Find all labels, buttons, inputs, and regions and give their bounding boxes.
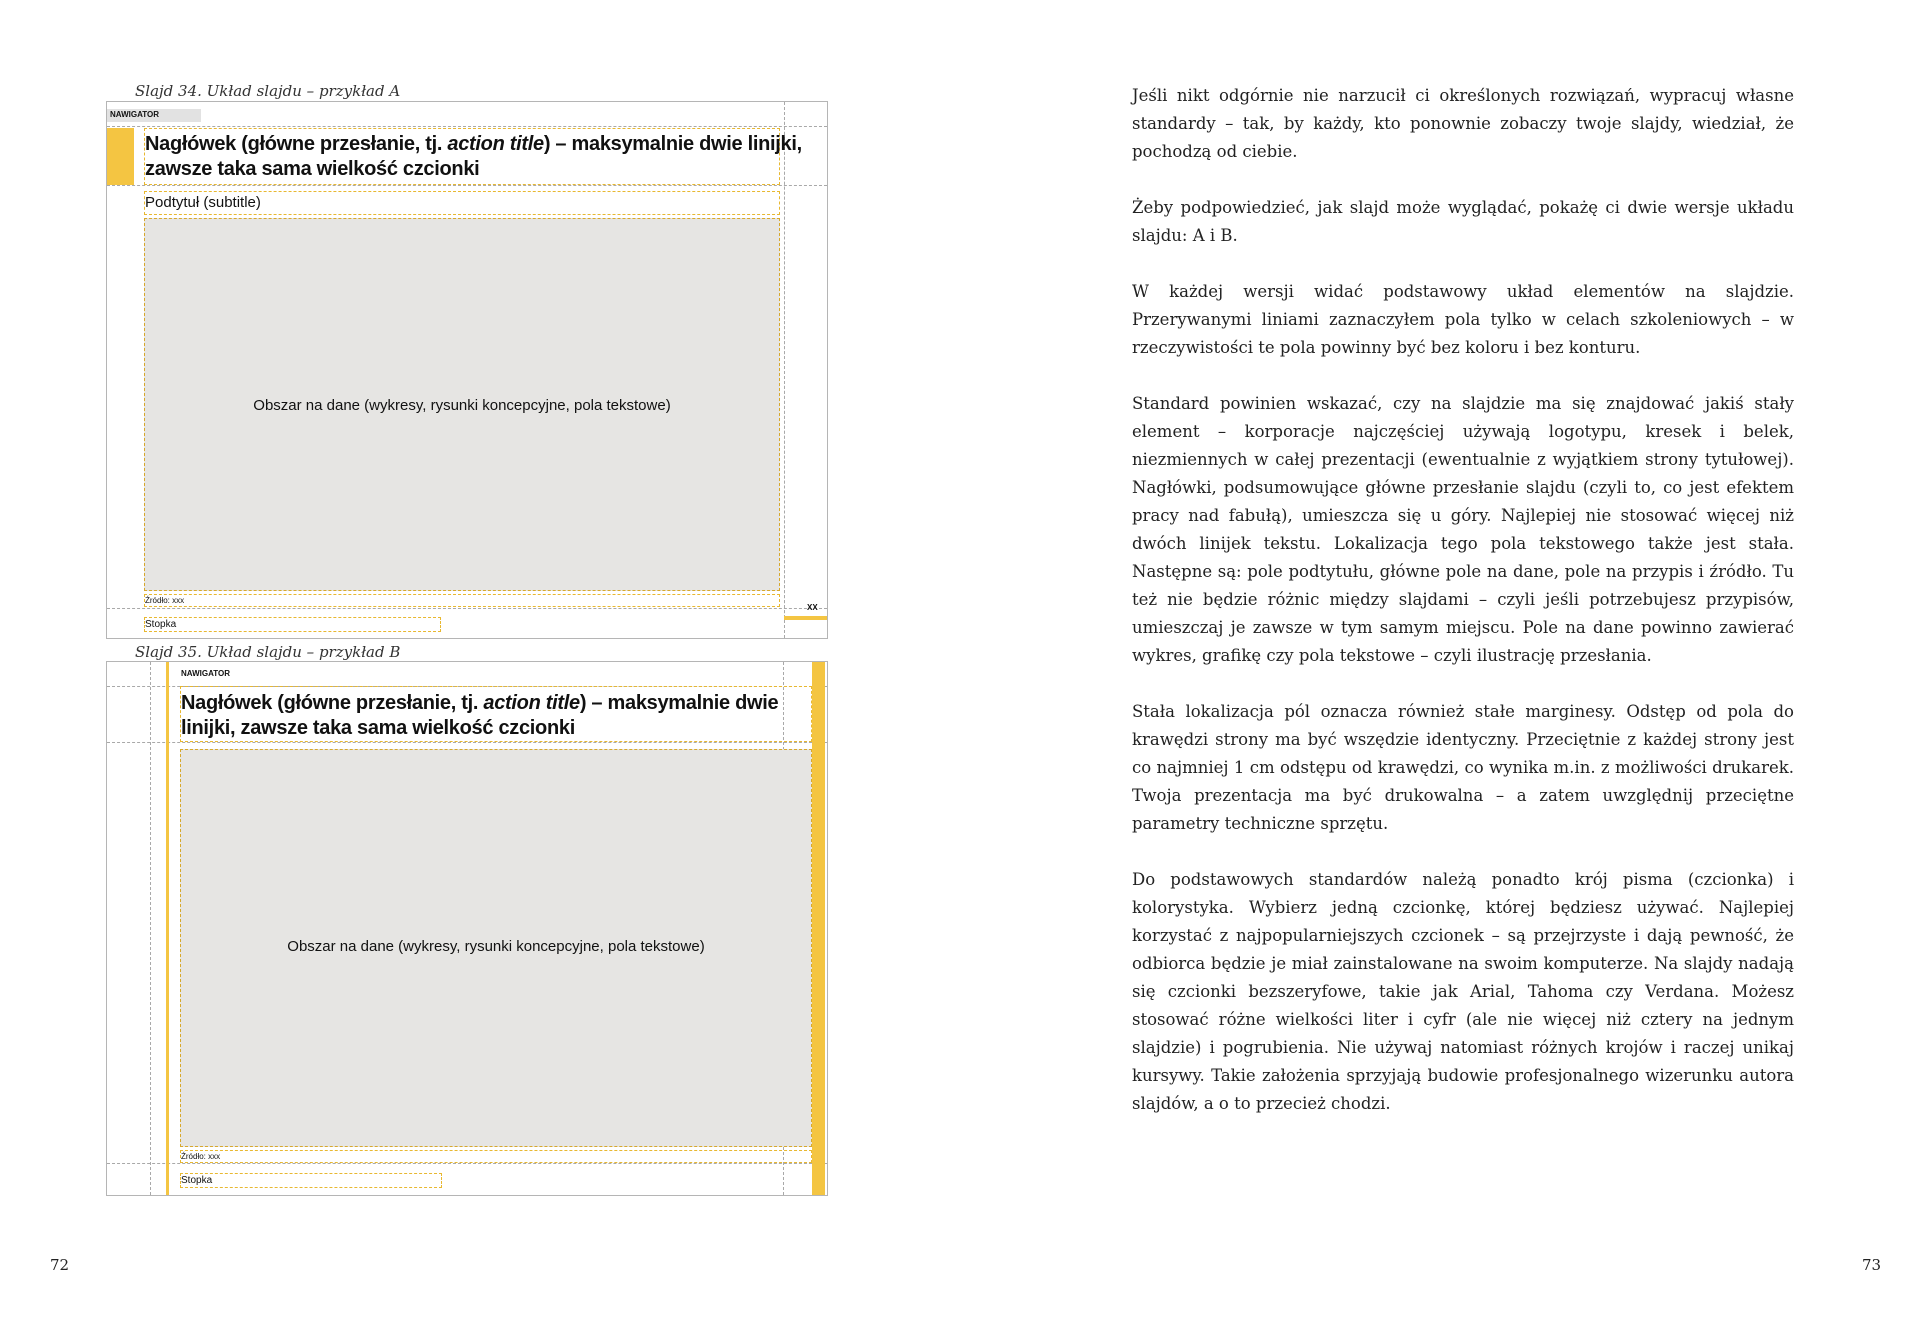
- slide35-layout: [106, 661, 828, 1196]
- data-area: [180, 749, 812, 1147]
- slide35-footer: Stopka: [181, 1175, 213, 1186]
- heading-box: [180, 686, 812, 742]
- paragraph: W każdej wersji widać podstawowy układ elementów na slajdzie. Przerywanymi liniami zaznaczyłem pola tylko w celach szkoleniowych – w rzeczywistości te pola powinny być bez koloru i bez konturu.: [1132, 282, 1794, 357]
- data-area-label: Obszar na dane (wykresy, rysunki koncepcyjne, pola tekstowe): [287, 938, 705, 955]
- paragraph: Do podstawowych standardów należą ponadto krój pisma (czcionka) i kolorystyka. Wybierz jedną czcionkę, której będziesz używać. Najlepiej korzystać z najpopularniejszych czcionek – są przejrzyste i dają pewność, że odbiorca będzie je miał zainstalowane na swoim komputerze. Na slajdy nadają się czcionki bezszeryfowe, takie jak Arial, Tahoma czy Verdana. Możesz stosować różne wielkości liter i cyfr (ale nie więcej niż cztery na jednym slajdzie) i pogrubienia. Nie używaj natomiast różnych krojów i raczej unikaj kursywy. Takie założenia sprzyjają budowie profesjonalnego wizerunku autora slajdów, a o to przecież chodzi.: [1132, 870, 1794, 1113]
- paragraph: Jeśli nikt odgórnie nie narzucił ci określonych rozwiązań, wypracuj własne standardy – tak, by każdy, kto ponownie zobaczy twoje slajdy, wiedział, że pochodzą od ciebie.: [1132, 86, 1794, 161]
- slide34-layout: [106, 101, 828, 639]
- page-marker-underline: [784, 616, 827, 620]
- footer-box: [144, 617, 441, 632]
- paragraph: Stała lokalizacja pól oznacza również stałe marginesy. Odstęp od pola do krawędzi strony ma być wszędzie identyczny. Przeciętnie z każdej strony jest co najmniej 1 cm odstępu od krawędzi, co wynika m.in. z możliwości drukarek. Twoja prezentacja ma być drukowalna – a zatem uwzględnij przeciętne parametry techniczne sprzętu.: [1132, 702, 1794, 833]
- slide34-footer: Stopka: [145, 619, 177, 630]
- footer-box: [180, 1173, 442, 1188]
- yellow-accent-bar: [107, 128, 134, 185]
- subtitle-box: [144, 191, 780, 215]
- paragraph: Standard powinien wskazać, czy na slajdzie ma się znajdować jakiś stały element – korporacje najczęściej używają logotypu, kresek i belek, niezmiennych w całej prezentacji (ewentualnie z wyjątkiem strony tytułowej). Nagłówki, podsumowujące główne przesłanie slajdu (czyli to, co jest efektem pracy nad fabułą), umieszcza się u góry. Najlepiej nie stosować więcej niż dwóch linijek tekstu. Lokalizacja tego pola tekstowego także jest stała. Następne są: pole podtytułu, główne pole na dane, pole na przypis i źródło. Tu też nie będzie różnic między slajdami – czyli jeśli potrzebujesz przypisów, umieszczaj je zawsze w tym samym miejscu. Pole na dane powinno zawierać wykres, grafikę czy pola tekstowe – czyli ilustrację przesłania.: [1132, 394, 1794, 665]
- source-box: [144, 594, 780, 607]
- slide34-heading: Nagłówek (główne przesłanie, tj. action title) – maksymalnie dwie linijki, zawsze taka sama wielkość czcionki: [145, 133, 802, 180]
- page-number-right: 73: [1862, 1256, 1882, 1274]
- page-number-left: 72: [50, 1256, 70, 1274]
- slide35-heading: Nagłówek (główne przesłanie, tj. action title) – maksymalnie dwie linijki, zawsze taka sama wielkość czcionki: [181, 692, 779, 739]
- paragraph: Żeby podpowiedzieć, jak slajd może wyglądać, pokażę ci dwie wersje układu slajdu: A i B.: [1132, 198, 1794, 245]
- data-area-label: Obszar na dane (wykresy, rysunki koncepcyjne, pola tekstowe): [253, 397, 671, 414]
- slide34-source: Źródło: xxx: [145, 596, 185, 605]
- right-yellow-bar: [812, 662, 825, 1195]
- navigator-label: NAWIGATOR: [181, 669, 231, 678]
- slide35-caption: Slajd 35. Układ slajdu – przykład B: [135, 643, 401, 661]
- slide34-subtitle: Podtytuł (subtitle): [145, 194, 261, 211]
- heading-box: [144, 128, 802, 185]
- page-marker: XX: [807, 603, 818, 612]
- left-yellow-rule: [166, 662, 169, 1195]
- source-box: [180, 1150, 812, 1163]
- body-text: [1132, 82, 1794, 1146]
- slide35-source: Źródło: xxx: [181, 1152, 221, 1161]
- data-area: [144, 218, 780, 591]
- navigator-label: NAWIGATOR: [107, 109, 201, 122]
- slide34-caption: Slajd 34. Układ slajdu – przykład A: [135, 82, 401, 100]
